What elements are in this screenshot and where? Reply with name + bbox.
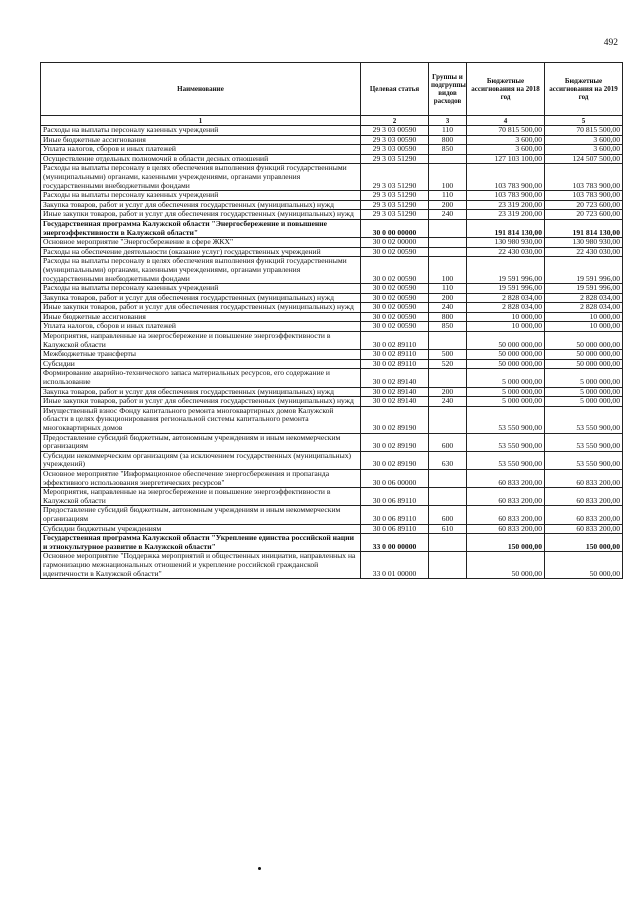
row-code-cell: 30 0 02 89190: [361, 433, 429, 451]
row-group-cell: [429, 469, 467, 487]
table-row: [41, 247, 623, 257]
table-row: [41, 303, 623, 313]
row-2018-cell: 5 000 000,00: [467, 387, 545, 397]
table-row: [41, 451, 623, 469]
row-2018-cell: 5 000 000,00: [467, 369, 545, 387]
row-2018-cell: 5 000 000,00: [467, 397, 545, 407]
row-group-cell: [429, 247, 467, 257]
row-name-cell: Иные бюджетные ассигнования: [41, 312, 361, 322]
row-group-cell: 800: [429, 312, 467, 322]
row-2018-cell: 19 591 996,00: [467, 284, 545, 294]
table-row: [41, 322, 623, 332]
row-group-cell: 100: [429, 164, 467, 191]
table-row: [41, 191, 623, 201]
row-code-cell: 29 3 03 51290: [361, 200, 429, 210]
row-group-cell: 200: [429, 200, 467, 210]
column-index-row: [41, 116, 623, 126]
row-name-cell: Формирование аварийно-технического запаса материальных ресурсов, его содержание и использование: [41, 369, 361, 387]
row-group-cell: [429, 238, 467, 248]
row-2018-cell: 50 000 000,00: [467, 350, 545, 360]
table-row: [41, 524, 623, 534]
row-2018-cell: 3 600,00: [467, 135, 545, 145]
table-row: [41, 219, 623, 237]
row-2018-cell: 150 000,00: [467, 534, 545, 552]
row-2019-cell: 3 600,00: [545, 145, 623, 155]
row-group-cell: 600: [429, 506, 467, 524]
row-2018-cell: 10 000,00: [467, 312, 545, 322]
header-code: Целевая статья: [361, 63, 429, 116]
row-name-cell: Закупка товаров, работ и услуг для обеспечения государственных (муниципальных) нужд: [41, 200, 361, 210]
row-name-cell: Предоставление субсидий бюджетным, автономным учреждениям и иным некоммерческим организациям: [41, 433, 361, 451]
row-code-cell: 30 0 02 00590: [361, 322, 429, 332]
row-2018-cell: 53 550 900,00: [467, 406, 545, 433]
row-2019-cell: 20 723 600,00: [545, 200, 623, 210]
row-code-cell: 30 0 02 89110: [361, 359, 429, 369]
row-code-cell: 30 0 02 00590: [361, 247, 429, 257]
row-code-cell: 30 0 02 00590: [361, 293, 429, 303]
row-group-cell: 200: [429, 293, 467, 303]
row-name-cell: Расходы на выплаты персоналу казенных учреждений: [41, 191, 361, 201]
row-2019-cell: 19 591 996,00: [545, 257, 623, 284]
row-name-cell: Расходы на выплаты персоналу в целях обеспечения выполнения функций государственными (муниципальными) органами, казенными учреждениями, органами управления государственными внебюджетными фондами: [41, 257, 361, 284]
row-code-cell: 29 3 03 51290: [361, 154, 429, 164]
row-2019-cell: 5 000 000,00: [545, 397, 623, 407]
row-2019-cell: 150 000,00: [545, 534, 623, 552]
row-name-cell: Имущественный взнос Фонду капитального ремонта многоквартирных домов Калужской области в целях функционирования региональной системы капитального ремонта многоквартирных домов: [41, 406, 361, 433]
row-name-cell: Расходы на выплаты персоналу в целях обеспечения выполнения функций государственными (муниципальными) органами, казенными учреждениями, органами управления государственными внебюджетными фондами: [41, 164, 361, 191]
row-group-cell: [429, 219, 467, 237]
table-row: [41, 387, 623, 397]
row-code-cell: 29 3 03 00590: [361, 135, 429, 145]
table-row: [41, 257, 623, 284]
row-2018-cell: 53 550 900,00: [467, 451, 545, 469]
row-2019-cell: 60 833 200,00: [545, 488, 623, 506]
table-row: [41, 238, 623, 248]
row-2018-cell: 22 430 030,00: [467, 247, 545, 257]
row-name-cell: Субсидии бюджетным учреждениям: [41, 524, 361, 534]
row-name-cell: Государственная программа Калужской области "Укрепление единства российской нации и этнокультурное развитие в Калужской области": [41, 534, 361, 552]
row-code-cell: 30 0 06 89110: [361, 506, 429, 524]
table-row: [41, 164, 623, 191]
row-group-cell: 800: [429, 135, 467, 145]
row-2018-cell: 60 833 200,00: [467, 524, 545, 534]
row-2019-cell: 10 000,00: [545, 322, 623, 332]
row-code-cell: 30 0 02 89140: [361, 387, 429, 397]
header-2019: Бюджетные ассигнования на 2019 год: [545, 63, 623, 116]
row-2019-cell: 50 000 000,00: [545, 359, 623, 369]
row-name-cell: Государственная программа Калужской области "Энергосбережение и повышение энергоэффективности в Калужской области": [41, 219, 361, 237]
table-row: [41, 145, 623, 155]
table-row: [41, 126, 623, 136]
row-group-cell: [429, 154, 467, 164]
row-group-cell: [429, 369, 467, 387]
table-row: [41, 154, 623, 164]
header-2018: Бюджетные ассигнования на 2018 год: [467, 63, 545, 116]
row-group-cell: 240: [429, 210, 467, 220]
row-2018-cell: 127 103 100,00: [467, 154, 545, 164]
row-name-cell: Мероприятия, направленные на энергосбережение и повышение энергоэффективности в Калужской области: [41, 332, 361, 350]
row-group-cell: [429, 488, 467, 506]
table-row: [41, 135, 623, 145]
table-row: [41, 488, 623, 506]
page-number: 492: [603, 38, 618, 48]
row-name-cell: Субсидии некоммерческим организациям (за исключением государственных (муниципальных) учреждений): [41, 451, 361, 469]
row-group-cell: [429, 406, 467, 433]
row-2018-cell: 50 000 000,00: [467, 332, 545, 350]
row-2019-cell: 2 828 034,00: [545, 293, 623, 303]
row-2018-cell: 23 319 200,00: [467, 200, 545, 210]
row-code-cell: 30 0 02 00000: [361, 238, 429, 248]
row-group-cell: 200: [429, 387, 467, 397]
row-2018-cell: 130 980 930,00: [467, 238, 545, 248]
column-index: 1: [41, 116, 361, 126]
row-group-cell: 110: [429, 126, 467, 136]
column-index: 5: [545, 116, 623, 126]
row-group-cell: 520: [429, 359, 467, 369]
row-code-cell: 29 3 03 00590: [361, 145, 429, 155]
row-code-cell: 30 0 02 89140: [361, 369, 429, 387]
row-name-cell: Уплата налогов, сборов и иных платежей: [41, 145, 361, 155]
row-name-cell: Расходы на выплаты персоналу казенных учреждений: [41, 284, 361, 294]
row-2019-cell: 60 833 200,00: [545, 469, 623, 487]
row-code-cell: 30 0 02 00590: [361, 312, 429, 322]
row-2018-cell: 53 550 900,00: [467, 433, 545, 451]
row-2018-cell: 23 319 200,00: [467, 210, 545, 220]
row-2018-cell: 191 814 130,00: [467, 219, 545, 237]
row-2018-cell: 60 833 200,00: [467, 506, 545, 524]
row-2019-cell: 103 783 900,00: [545, 191, 623, 201]
row-2019-cell: 60 833 200,00: [545, 524, 623, 534]
table-row: [41, 200, 623, 210]
row-group-cell: 110: [429, 284, 467, 294]
row-group-cell: 850: [429, 322, 467, 332]
row-2019-cell: 5 000 000,00: [545, 369, 623, 387]
row-2019-cell: 19 591 996,00: [545, 284, 623, 294]
row-2018-cell: 50 000 000,00: [467, 359, 545, 369]
row-group-cell: [429, 332, 467, 350]
table-row: [41, 284, 623, 294]
row-2019-cell: 20 723 600,00: [545, 210, 623, 220]
row-group-cell: 240: [429, 303, 467, 313]
row-2019-cell: 124 507 500,00: [545, 154, 623, 164]
row-code-cell: 30 0 02 00590: [361, 284, 429, 294]
row-name-cell: Иные бюджетные ассигнования: [41, 135, 361, 145]
row-code-cell: 33 0 01 00000: [361, 552, 429, 579]
row-2019-cell: 53 550 900,00: [545, 451, 623, 469]
row-code-cell: 30 0 06 89110: [361, 488, 429, 506]
row-2018-cell: 2 828 034,00: [467, 293, 545, 303]
row-code-cell: 29 3 03 51290: [361, 191, 429, 201]
column-index: 4: [467, 116, 545, 126]
page-mark-dot: [258, 867, 261, 870]
row-2018-cell: 19 591 996,00: [467, 257, 545, 284]
row-code-cell: 30 0 02 89140: [361, 397, 429, 407]
row-name-cell: Осуществление отдельных полномочий в области десных отношений: [41, 154, 361, 164]
row-2018-cell: 60 833 200,00: [467, 488, 545, 506]
table-row: [41, 469, 623, 487]
table-row: [41, 293, 623, 303]
row-code-cell: 29 3 03 00590: [361, 126, 429, 136]
row-2018-cell: 3 600,00: [467, 145, 545, 155]
row-2018-cell: 2 828 034,00: [467, 303, 545, 313]
row-code-cell: 30 0 02 00590: [361, 303, 429, 313]
row-2019-cell: 70 815 500,00: [545, 126, 623, 136]
row-code-cell: 30 0 02 89190: [361, 406, 429, 433]
row-2019-cell: 10 000,00: [545, 312, 623, 322]
row-name-cell: Расходы на выплаты персоналу казенных учреждений: [41, 126, 361, 136]
row-code-cell: 29 3 03 51290: [361, 164, 429, 191]
row-2019-cell: 50 000 000,00: [545, 350, 623, 360]
header-group: Группы и подгруппы видов расходов: [429, 63, 467, 116]
row-group-cell: 110: [429, 191, 467, 201]
row-group-cell: 600: [429, 433, 467, 451]
row-2019-cell: 53 550 900,00: [545, 406, 623, 433]
row-2018-cell: 70 815 500,00: [467, 126, 545, 136]
row-2018-cell: 60 833 200,00: [467, 469, 545, 487]
table-row: [41, 332, 623, 350]
row-2019-cell: 3 600,00: [545, 135, 623, 145]
row-2019-cell: 5 000 000,00: [545, 387, 623, 397]
budget-table: [40, 62, 623, 579]
table-row: [41, 433, 623, 451]
row-group-cell: 240: [429, 397, 467, 407]
row-code-cell: 30 0 02 89110: [361, 332, 429, 350]
table-row: [41, 397, 623, 407]
row-name-cell: Основное мероприятие "Информационное обеспечение энергосбережения и пропаганда эффективного использования энергетических ресурсов": [41, 469, 361, 487]
table-row: [41, 534, 623, 552]
table-row: [41, 369, 623, 387]
column-index: 3: [429, 116, 467, 126]
row-code-cell: 30 0 02 89190: [361, 451, 429, 469]
row-name-cell: Иные закупки товаров, работ и услуг для обеспечения государственных (муниципальных) нужд: [41, 210, 361, 220]
table-header-row: [41, 63, 623, 116]
row-code-cell: 30 0 02 00590: [361, 257, 429, 284]
row-group-cell: [429, 534, 467, 552]
row-name-cell: Субсидии: [41, 359, 361, 369]
row-2018-cell: 50 000,00: [467, 552, 545, 579]
row-2018-cell: 10 000,00: [467, 322, 545, 332]
table-body: [41, 126, 623, 579]
row-name-cell: Уплата налогов, сборов и иных платежей: [41, 322, 361, 332]
row-name-cell: Предоставление субсидий бюджетным, автономным учреждениям и иным некоммерческим организациям: [41, 506, 361, 524]
row-2019-cell: 50 000 000,00: [545, 332, 623, 350]
table-row: [41, 210, 623, 220]
row-2019-cell: 2 828 034,00: [545, 303, 623, 313]
row-2019-cell: 50 000,00: [545, 552, 623, 579]
column-index: 2: [361, 116, 429, 126]
row-2019-cell: 130 980 930,00: [545, 238, 623, 248]
row-group-cell: 500: [429, 350, 467, 360]
row-name-cell: Закупка товаров, работ и услуг для обеспечения государственных (муниципальных) нужд: [41, 387, 361, 397]
row-code-cell: 30 0 06 89110: [361, 524, 429, 534]
row-name-cell: Иные закупки товаров, работ и услуг для обеспечения государственных (муниципальных) нужд: [41, 303, 361, 313]
row-code-cell: 33 0 00 00000: [361, 534, 429, 552]
row-code-cell: 30 0 00 00000: [361, 219, 429, 237]
row-group-cell: [429, 552, 467, 579]
row-group-cell: 610: [429, 524, 467, 534]
row-group-cell: 100: [429, 257, 467, 284]
row-2018-cell: 103 783 900,00: [467, 164, 545, 191]
table-row: [41, 552, 623, 579]
row-2018-cell: 103 783 900,00: [467, 191, 545, 201]
row-2019-cell: 53 550 900,00: [545, 433, 623, 451]
row-name-cell: Расходы на обеспечение деятельности (оказание услуг) государственных учреждений: [41, 247, 361, 257]
row-2019-cell: 191 814 130,00: [545, 219, 623, 237]
row-2019-cell: 103 783 900,00: [545, 164, 623, 191]
row-code-cell: 30 0 02 89110: [361, 350, 429, 360]
row-code-cell: 30 0 06 00000: [361, 469, 429, 487]
row-name-cell: Межбюджетные трансферты: [41, 350, 361, 360]
row-group-cell: 850: [429, 145, 467, 155]
table-row: [41, 406, 623, 433]
row-name-cell: Иные закупки товаров, работ и услуг для обеспечения государственных (муниципальных) нужд: [41, 397, 361, 407]
table-row: [41, 312, 623, 322]
header-name: Наименование: [41, 63, 361, 116]
table-row: [41, 359, 623, 369]
row-2019-cell: 22 430 030,00: [545, 247, 623, 257]
row-group-cell: 630: [429, 451, 467, 469]
row-name-cell: Основное мероприятие "Энергосбережение в сфере ЖКХ": [41, 238, 361, 248]
row-name-cell: Мероприятия, направленные на энергосбережение и повышение энергоэффективности в Калужской области: [41, 488, 361, 506]
row-name-cell: Основное мероприятие "Поддержка мероприятий и общественных инициатив, направленных на гармонизацию межнациональных отношений и укрепление российской гражданской идентичности в Калужской области": [41, 552, 361, 579]
table-row: [41, 350, 623, 360]
row-code-cell: 29 3 03 51290: [361, 210, 429, 220]
row-2019-cell: 60 833 200,00: [545, 506, 623, 524]
row-name-cell: Закупка товаров, работ и услуг для обеспечения государственных (муниципальных) нужд: [41, 293, 361, 303]
table-row: [41, 506, 623, 524]
